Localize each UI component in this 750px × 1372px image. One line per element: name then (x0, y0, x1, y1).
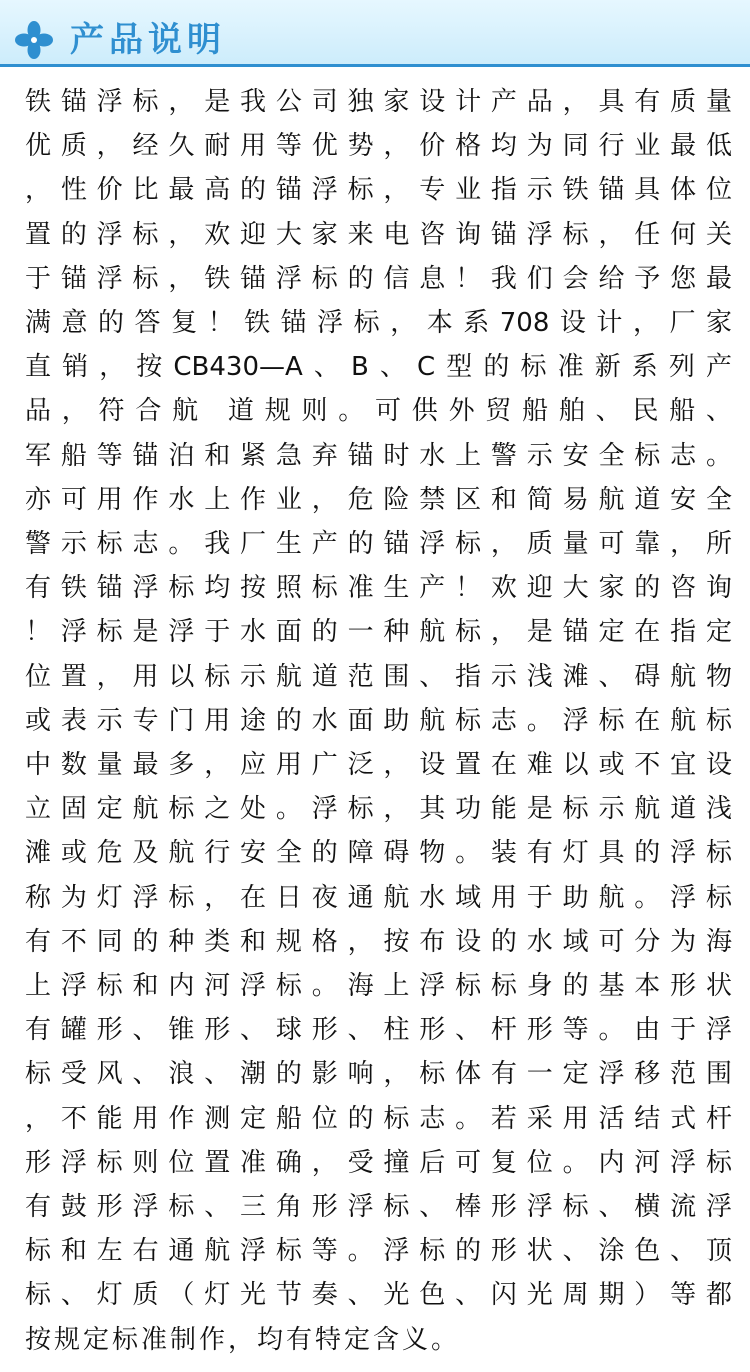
header-divider (0, 64, 750, 67)
text-line: 形浮标则位置准确，受撞后可复位。内河浮标 (25, 1147, 732, 1178)
text-line: 品，符合航 道规则。可供外贸船舶、民船、 (25, 396, 732, 427)
text-line: 标受风、浪、潮的影响，标体有一定浮移范围 (25, 1059, 732, 1090)
section-title: 产品说明 (70, 20, 226, 60)
text-line: 中数量最多，应用广泛，设置在难以或不宜设 (25, 750, 732, 780)
text-line: ，不能用作测定船位的标志。若采用活结式杆 (25, 1103, 732, 1134)
text-line: 标和左右通航浮标等。浮标的形状、涂色、顶 (25, 1236, 732, 1267)
text-line: ！浮标是浮于水面的一种航标，是锚定在指定 (25, 617, 732, 648)
section-header (0, 0, 750, 66)
text-line: 上浮标和内河浮标。海上浮标标身的基本形状 (25, 971, 732, 1001)
text-line: 有鼓形浮标、三角形浮标、棒形浮标、横流浮 (25, 1192, 732, 1222)
text-line: 称为灯浮标，在日夜通航水域用于助航。浮标 (25, 882, 732, 913)
text-line: 直销，按CB430—A、B、C型的标准新系列产 (25, 352, 732, 383)
text-line: 有不同的种类和规格，按布设的水域可分为海 (25, 926, 732, 957)
text-line: ，性价比最高的锚浮标，专业指示铁锚具体位 (25, 175, 732, 206)
text-line: 位置，用以标示航道范围、指示浅滩、碍航物 (25, 661, 732, 692)
text-line: 或表示专门用途的水面助航标志。浮标在航标 (25, 705, 732, 736)
text-line: 有铁锚浮标均按照标准生产！欢迎大家的咨询 (25, 573, 732, 604)
text-line: 于锚浮标，铁锚浮标的信息！我们会给予您最 (25, 263, 732, 294)
text-line: 置的浮标，欢迎大家来电咨询锚浮标，任何关 (25, 219, 732, 250)
text-line: 优质，经久耐用等优势，价格均为同行业最低 (25, 131, 732, 162)
text-line: 有罐形、锥形、球形、柱形、杆形等。由于浮 (25, 1015, 732, 1046)
text-line: 满意的答复！铁锚浮标，本系708设计，厂家 (25, 308, 732, 338)
text-line: 军船等锚泊和紧急弃锚时水上警示安全标志。 (25, 440, 732, 471)
clover-icon (14, 20, 54, 60)
text-line: 铁锚浮标，是我公司独家设计产品，具有质量 (25, 87, 732, 117)
text-line: 警示标志。我厂生产的锚浮标，质量可靠，所 (25, 529, 732, 559)
text-line: 按规定标准制作，均有特定含义。 (25, 1324, 461, 1355)
text-line: 滩或危及航行安全的障碍物。装有灯具的浮标 (25, 838, 732, 869)
text-line: 亦可用作水上作业，危险禁区和简易航道安全 (25, 484, 732, 515)
text-line: 标、灯质（灯光节奏、光色、闪光周期）等都 (25, 1280, 732, 1311)
text-line: 立固定航标之处。浮标，其功能是标示航道浅 (25, 794, 732, 825)
